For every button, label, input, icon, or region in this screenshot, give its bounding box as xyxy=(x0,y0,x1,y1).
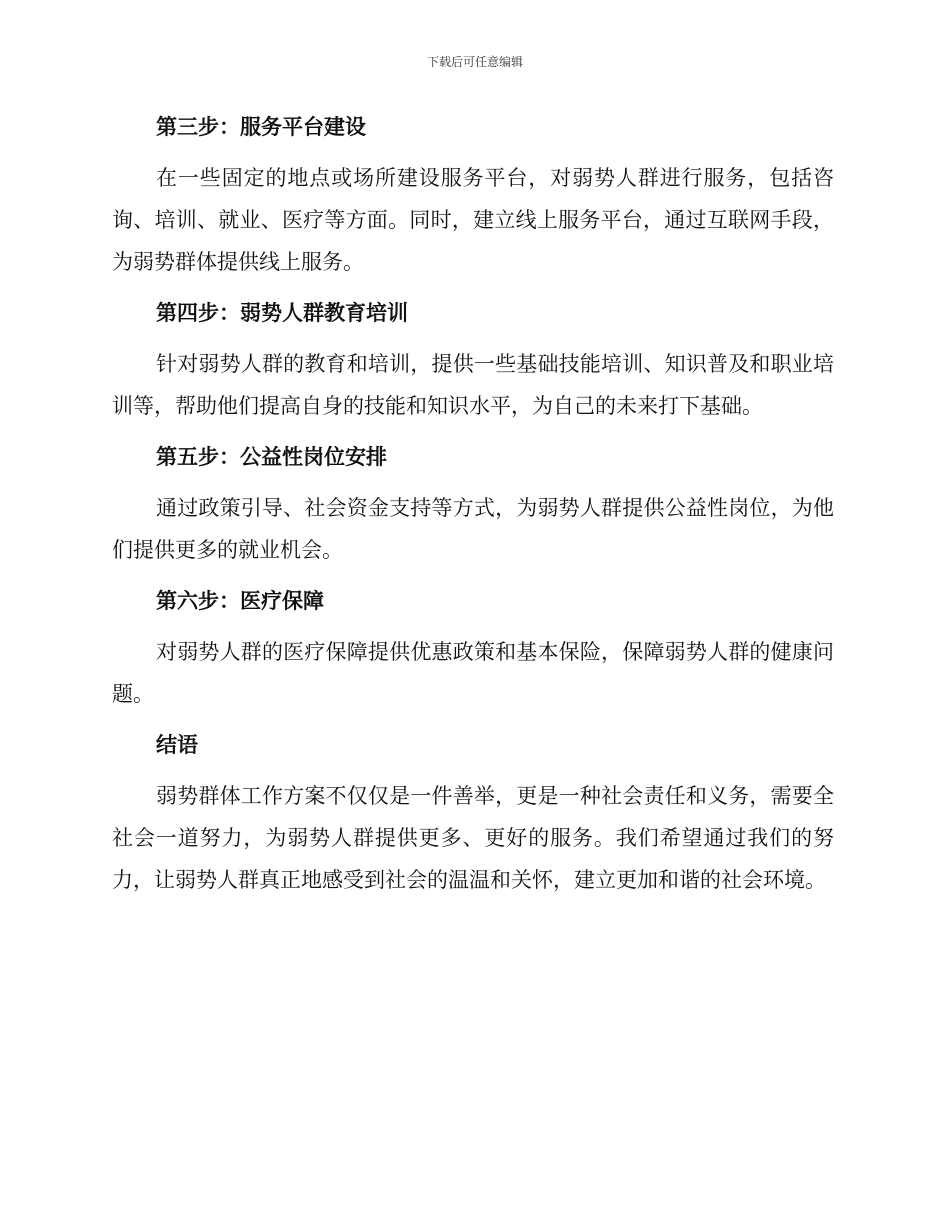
section-heading: 第五步：公益性岗位安排 xyxy=(156,445,387,469)
section-paragraph: 在一些固定的地点或场所建设服务平台，对弱势人群进行服务，包括咨询、培训、就业、医疗等方面。同时，建立线上服务平台，通过互联网手段，为弱势群体提供线上服务。 xyxy=(112,166,834,274)
page-header: 下载后可任意编辑 xyxy=(426,55,523,69)
section-paragraph: 针对弱势人群的教育和培训，提供一些基础技能培训、知识普及和职业培训等，帮助他们提高自身的技能和知识水平，为自己的未来打下基础。 xyxy=(112,352,834,418)
section-paragraph: 弱势群体工作方案不仅仅是一件善举，更是一种社会责任和义务，需要全社会一道努力，为弱势人群提供更多、更好的服务。我们希望通过我们的努力，让弱势人群真正地感受到社会的温温和关怀，建立更加和谐的社会环境。 xyxy=(112,784,834,892)
document-body xyxy=(112,106,834,901)
section-step-six xyxy=(112,580,834,715)
section-step-four xyxy=(112,292,834,427)
section-paragraph: 对弱势人群的医疗保障提供优惠政策和基本保险，保障弱势人群的健康问题。 xyxy=(112,640,834,706)
section-heading: 第三步：服务平台建设 xyxy=(156,115,366,139)
section-heading: 第六步：医疗保障 xyxy=(156,589,324,613)
section-conclusion xyxy=(112,724,834,901)
section-step-three xyxy=(112,106,834,283)
section-step-five xyxy=(112,436,834,571)
section-heading: 结语 xyxy=(156,733,198,757)
section-heading: 第四步：弱势人群教育培训 xyxy=(156,301,408,325)
section-paragraph: 通过政策引导、社会资金支持等方式，为弱势人群提供公益性岗位，为他们提供更多的就业机会。 xyxy=(112,496,834,562)
